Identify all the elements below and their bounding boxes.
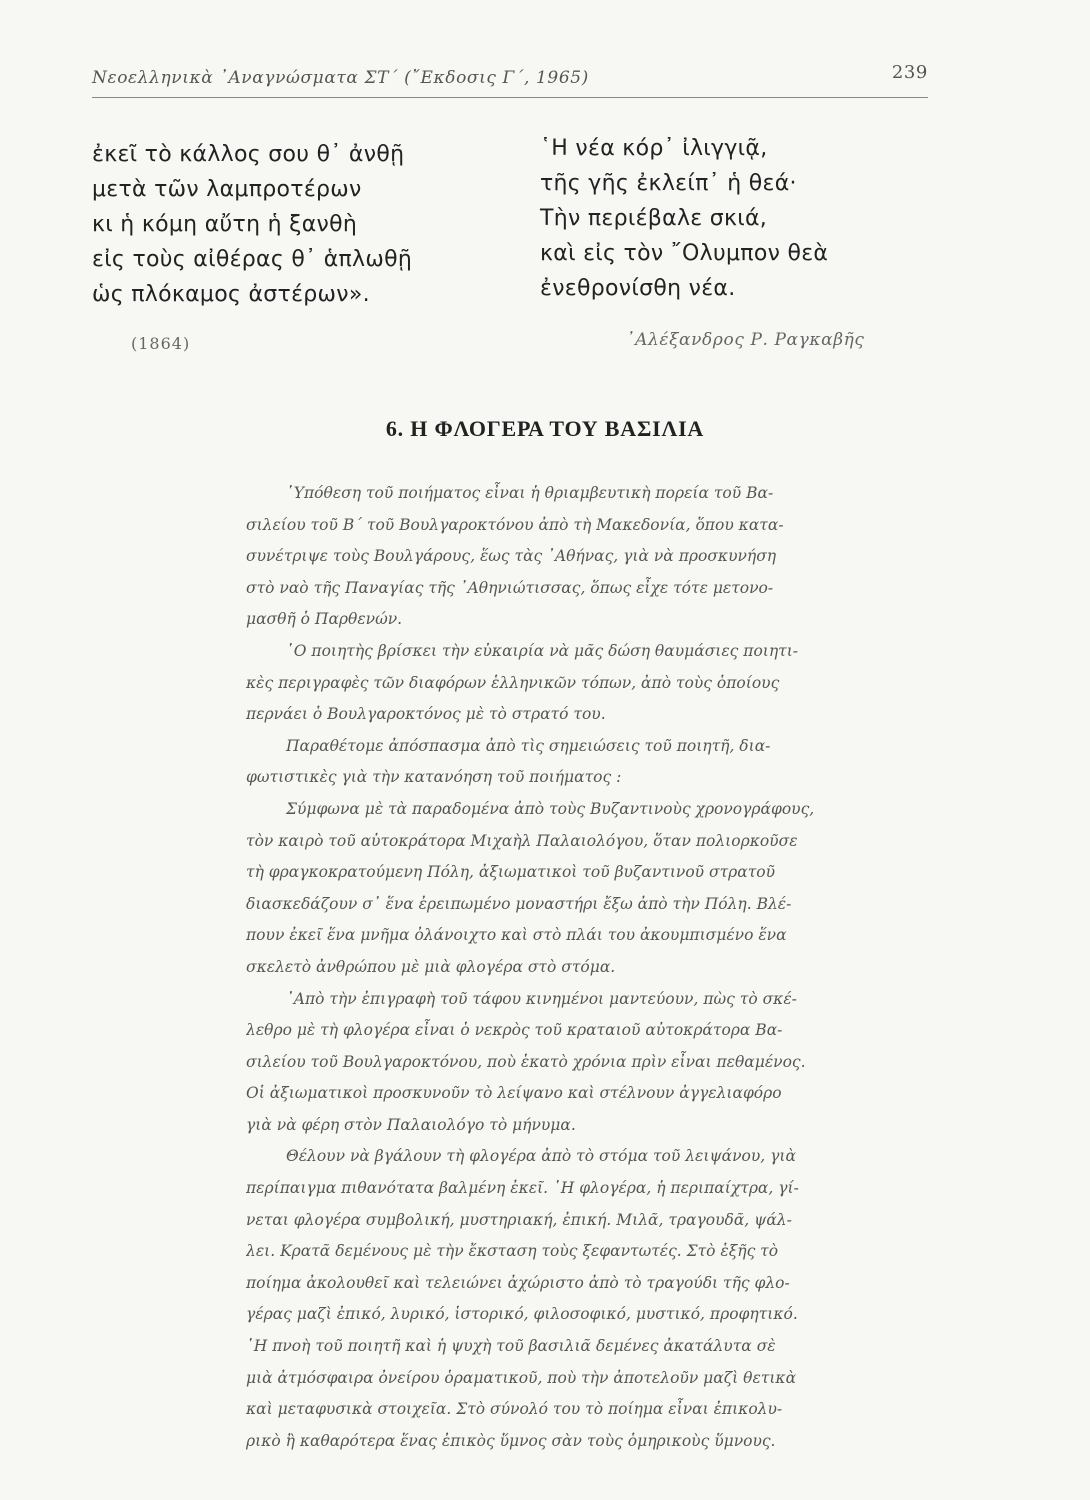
body-line: ῾Η πνοὴ τοῦ ποιητῆ καὶ ἡ ψυχὴ τοῦ βασιλιᾶ δεμένες ἀκατάλυτα σὲ [246,1337,776,1356]
poem-line: ἐνεθρονίσθη νέα. [540,276,736,301]
body-line: φωτιστικὲς γιὰ τὴν κατανόηση τοῦ ποιήματος : [246,768,622,787]
body-line: περίπαιγμα πιθανότατα βαλμένη ἐκεῖ. ῾Η φλογέρα, ἡ περιπαίχτρα, γί- [246,1179,799,1198]
body-line: σκελετὸ ἀνθρώπου μὲ μιὰ φλογέρα στὸ στόμα. [246,957,616,976]
running-title: Νεοελληνικὰ ᾿Αναγνώσματα ΣΤ΄ (῎Εκδοσις Γ΄, 1965) [92,68,589,88]
body-line: Οἱ ἀξιωματικοὶ προσκυνοῦν τὸ λείψανο καὶ στέλνουν ἀγγελιαφόρο [246,1084,782,1103]
running-header [92,62,928,98]
poem-author: ᾿Αλέξανδρος Ρ. Ραγκαβῆς [626,330,865,350]
commentary-text [246,478,940,1457]
poem-year: (1864) [131,334,191,353]
poem-line: τῆς γῆς ἐκλείπ᾿ ἡ θεά· [540,171,797,196]
body-line: ῾Ο ποιητὴς βρίσκει τὴν εὐκαιρία νὰ μᾶς δώση θαυμάσιες ποιητι- [286,641,799,660]
body-line: κὲς περιγραφὲς τῶν διαφόρων ἑλληνικῶν τόπων, ἀπὸ τοὺς ὁποίους [246,673,780,692]
body-line: ῾Υπόθεση τοῦ ποιήματος εἶναι ἡ θριαμβευτικὴ πορεία τοῦ Βα- [286,484,774,502]
body-line: σιλείου τοῦ Βουλγαροκτόνου, ποὺ ἑκατὸ χρόνια πρὶν εἶναι πεθαμένος. [246,1052,806,1071]
body-line: σιλείου τοῦ Β΄ τοῦ Βουλγαροκτόνου ἀπὸ τὴ Μακεδονία, ὅπου κατα- [246,515,784,534]
body-line: μιὰ ἀτμόσφαιρα ὀνείρου ὁραματικοῦ, ποὺ τὴν ἀποτελοῦν μαζὶ θετικὰ [246,1368,797,1387]
body-line: λει. Κρατᾶ δεμένους μὲ τὴν ἔκσταση τοὺς ξεφαντωτές. Στὸ ἑξῆς τὸ [246,1242,779,1261]
page-number: 239 [891,62,928,83]
body-line: περνάει ὁ Βουλγαροκτόνος μὲ τὸ στρατό του. [246,705,606,724]
poem-line: μετὰ τῶν λαμπροτέρων [92,177,362,202]
body-line: λεθρο μὲ τὴ φλογέρα εἶναι ὁ νεκρὸς τοῦ κραταιοῦ αὐτοκράτορα Βα- [246,1021,783,1040]
poem-line: κι ἡ κόμη αὔτη ἡ ξανθὴ [92,212,358,237]
body-line: συνέτριψε τοὺς Βουλγάρους, ἕως τὰς ᾿Αθήνας, γιὰ νὰ προσκυνήση [246,547,777,566]
body-line: γιὰ νὰ φέρη στὸν Παλαιολόγο τὸ μήνυμα. [246,1115,576,1134]
body-line: καὶ μεταφυσικὰ στοιχεῖα. Στὸ σύνολό του τὸ ποίημα εἶναι ἐπικολυ- [246,1400,783,1419]
body-line: ᾿Απὸ τὴν ἐπιγραφὴ τοῦ τάφου κινημένοι μαντεύουν, πὼς τὸ σκέ- [286,989,797,1008]
body-line: μασθῆ ὁ Παρθενών. [246,610,403,629]
poem-right-stanza [540,131,828,306]
body-line: τὴ φραγκοκρατούμενη Πόλη, ἀξιωματικοὶ τοῦ βυζαντινοῦ στρατοῦ [246,863,776,882]
body-line: Σύμφωνα μὲ τὰ παραδομένα ἀπὸ τοὺς Βυζαντινοὺς χρονογράφους, [286,799,815,818]
body-line: νεται φλογέρα συμβολική, μυστηριακή, ἐπική. Μιλᾶ, τραγουδᾶ, ψάλ- [246,1210,792,1229]
body-line: πουν ἐκεῖ ἕνα μνῆμα ὀλάνοιχτο καὶ στὸ πλάι του ἀκουμπισμένο ἕνα [246,926,787,945]
poem-line: ἐκεῖ τὸ κάλλος σου θ᾿ ἀνθῇ [92,142,405,167]
body-line: Θέλουν νὰ βγάλουν τὴ φλογέρα ἀπὸ τὸ στόμα τοῦ λειψάνου, γιὰ [286,1147,796,1166]
body-line: γέρας μαζὶ ἐπικό, λυρικό, ἱστορικό, φιλοσοφικό, μυστικό, προφητικό. [246,1305,798,1324]
section-title: 6. Η ΦΛΟΓΕΡΑ ΤΟΥ ΒΑΣΙΛΙΑ [385,416,705,441]
poem-left-stanza [92,137,412,312]
poem-line: Τὴν περιέβαλε σκιά, [540,206,768,231]
body-line: Παραθέτομε ἀπόσπασμα ἀπὸ τὶς σημειώσεις τοῦ ποιητῆ, δια- [286,736,771,755]
poem-line: καὶ εἰς τὸν ῎Ολυμπον θεὰ [540,241,829,266]
poem-line: εἰς τοὺς αἰθέρας θ᾿ ἁπλωθῇ [92,247,413,272]
body-line: ρικὸ ἢ καθαρότερα ἕνας ἐπικὸς ὕμνος σὰν τοὺς ὁμηρικοὺς ὕμνους. [246,1431,776,1450]
body-line: ποίημα ἀκολουθεῖ καὶ τελειώνει ἀχώριστο ἀπὸ τὸ τραγούδι τῆς φλο- [246,1273,790,1292]
body-line: διασκεδάζουν σ᾿ ἕνα ἐρειπωμένο μοναστήρι ἔξω ἀπὸ τὴν Πόλη. Βλέ- [246,894,792,913]
body-line: στὸ ναὸ τῆς Παναγίας τῆς ᾿Αθηνιώτισσας, ὅπως εἶχε τότε μετονο- [246,578,774,597]
poem-line: ῾Η νέα κόρ᾿ ἰλιγγιᾷ, [540,136,768,161]
poem-line: ὡς πλόκαμος ἀστέρων». [92,282,370,307]
header-rule [92,97,928,98]
body-line: τὸν καιρὸ τοῦ αὐτοκράτορα Μιχαὴλ Παλαιολόγου, ὅταν πολιορκοῦσε [246,831,798,850]
